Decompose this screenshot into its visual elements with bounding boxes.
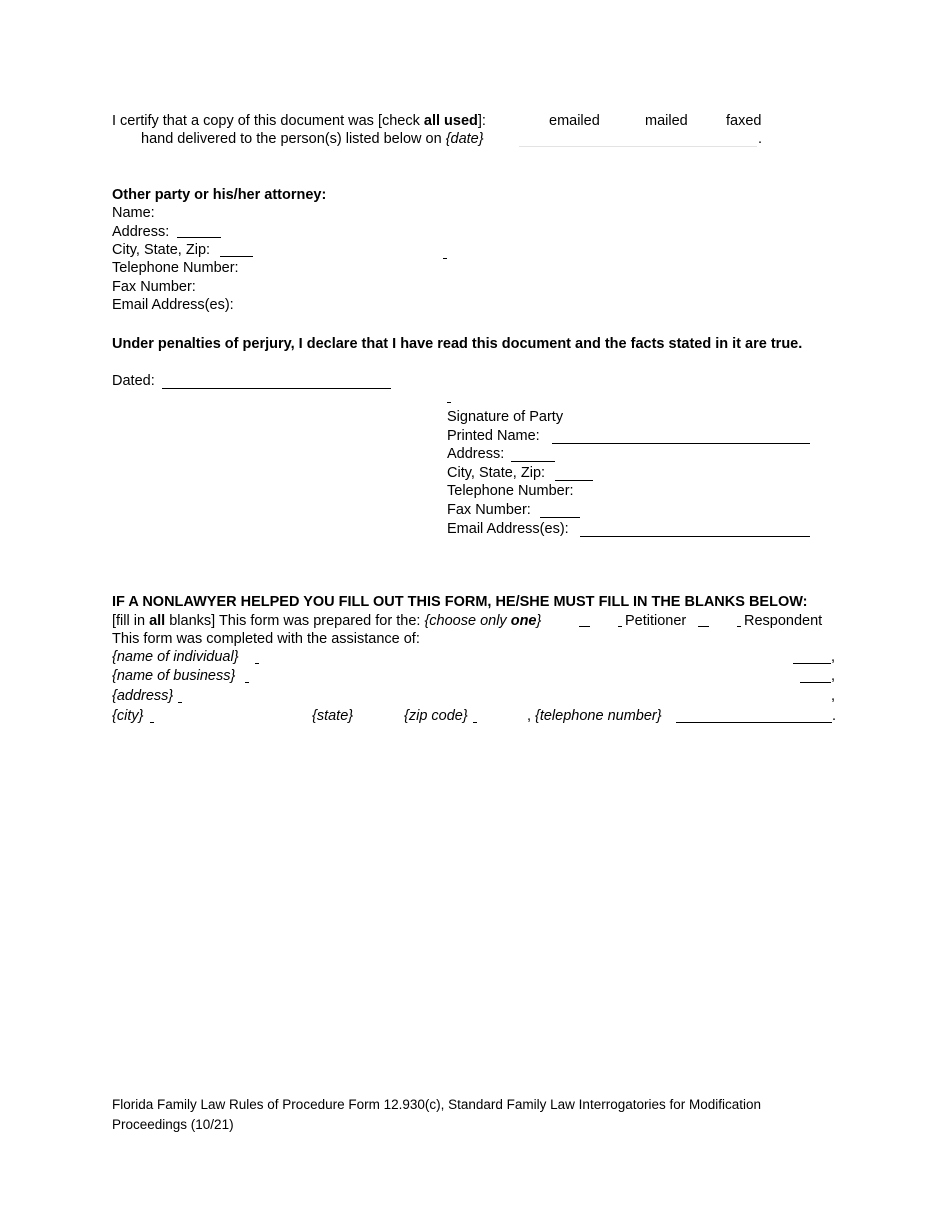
other-party-heading: Other party or his/her attorney: bbox=[112, 187, 327, 203]
signer-city-field[interactable] bbox=[555, 480, 593, 481]
hand-delivered-line bbox=[141, 130, 484, 148]
option-emailed[interactable]: emailed bbox=[549, 113, 600, 129]
printed-name-label: Printed Name: bbox=[447, 428, 540, 444]
respondent-option[interactable]: Respondent bbox=[744, 613, 823, 629]
individual-field[interactable] bbox=[793, 663, 831, 664]
dated-field[interactable] bbox=[162, 388, 391, 389]
individual-comma: , bbox=[831, 649, 836, 665]
petitioner-blank[interactable] bbox=[579, 626, 590, 627]
telephone-field[interactable] bbox=[676, 722, 832, 723]
prepared-for-line: [fill in all blanks] This form was prepared for the: {choose only one} bbox=[112, 613, 542, 629]
other-party-fax-label: Fax Number: bbox=[112, 279, 196, 295]
other-party-address-field[interactable] bbox=[177, 237, 221, 238]
signer-phone-label: Telephone Number: bbox=[447, 483, 574, 499]
zip-field[interactable] bbox=[473, 722, 477, 723]
signature-label: Signature of Party bbox=[447, 409, 564, 425]
city-label: {city} bbox=[112, 708, 144, 724]
petitioner-blank-end bbox=[618, 626, 622, 627]
city-field[interactable] bbox=[150, 722, 154, 723]
state-label: {state} bbox=[312, 708, 354, 724]
signer-address-field[interactable] bbox=[511, 461, 555, 462]
other-party-city-field-end bbox=[443, 258, 447, 259]
respondent-blank-end bbox=[737, 626, 741, 627]
dated-label: Dated: bbox=[112, 373, 155, 389]
individual-field-start bbox=[255, 663, 259, 664]
signer-email-field[interactable] bbox=[580, 536, 810, 537]
individual-label: {name of individual} bbox=[112, 649, 239, 665]
business-field[interactable] bbox=[800, 682, 831, 683]
address-field[interactable] bbox=[178, 702, 182, 703]
address-comma: , bbox=[831, 688, 836, 704]
signer-fax-label: Fax Number: bbox=[447, 502, 531, 518]
other-party-address-label: Address: bbox=[112, 224, 170, 240]
footer-line-2: Proceedings (10/21) bbox=[112, 1117, 234, 1132]
zip-label: {zip code} bbox=[404, 708, 468, 724]
footer-line-1: Florida Family Law Rules of Procedure Form 12.930(c), Standard Family Law Interrogatories for Modification bbox=[112, 1097, 762, 1112]
signature-line[interactable] bbox=[447, 402, 451, 403]
option-faxed[interactable]: faxed bbox=[726, 113, 762, 129]
date-period: . bbox=[758, 131, 763, 147]
telephone-label: {telephone number} bbox=[535, 708, 662, 724]
address-label: {address} bbox=[112, 688, 174, 704]
other-party-city-label: City, State, Zip: bbox=[112, 242, 211, 258]
perjury-statement: Under penalties of perjury, I declare that I have read this document and the facts stated in it are true. bbox=[112, 336, 803, 352]
respondent-blank[interactable] bbox=[698, 626, 709, 627]
phone-comma: , bbox=[527, 708, 532, 724]
telephone-period: . bbox=[832, 708, 837, 724]
business-comma: , bbox=[831, 668, 836, 684]
nonlawyer-heading: IF A NONLAWYER HELPED YOU FILL OUT THIS FORM, HE/SHE MUST FILL IN THE BLANKS BELOW: bbox=[112, 594, 808, 610]
business-field-start bbox=[245, 682, 249, 683]
signer-address-label: Address: bbox=[447, 446, 505, 462]
signer-city-label: City, State, Zip: bbox=[447, 465, 546, 481]
all-used-emphasis: all used bbox=[423, 113, 478, 129]
petitioner-option[interactable]: Petitioner bbox=[625, 613, 687, 629]
other-party-email-label: Email Address(es): bbox=[112, 297, 234, 313]
date-field[interactable] bbox=[519, 146, 757, 147]
business-label: {name of business} bbox=[112, 668, 236, 684]
option-hand-delivered[interactable]: hand delivered to the person(s) listed below on bbox=[141, 131, 442, 147]
signer-email-label: Email Address(es): bbox=[447, 521, 569, 537]
other-party-phone-label: Telephone Number: bbox=[112, 260, 239, 276]
printed-name-field[interactable] bbox=[552, 443, 810, 444]
option-mailed[interactable]: mailed bbox=[645, 113, 688, 129]
other-party-name-label: Name: bbox=[112, 205, 155, 221]
date-label: {date} bbox=[445, 131, 484, 147]
completed-with-assistance: This form was completed with the assistance of: bbox=[112, 631, 420, 647]
other-party-city-field[interactable] bbox=[220, 256, 253, 257]
certify-line: I certify that a copy of this document was [check all used]: bbox=[112, 113, 486, 129]
signer-fax-field[interactable] bbox=[540, 517, 580, 518]
